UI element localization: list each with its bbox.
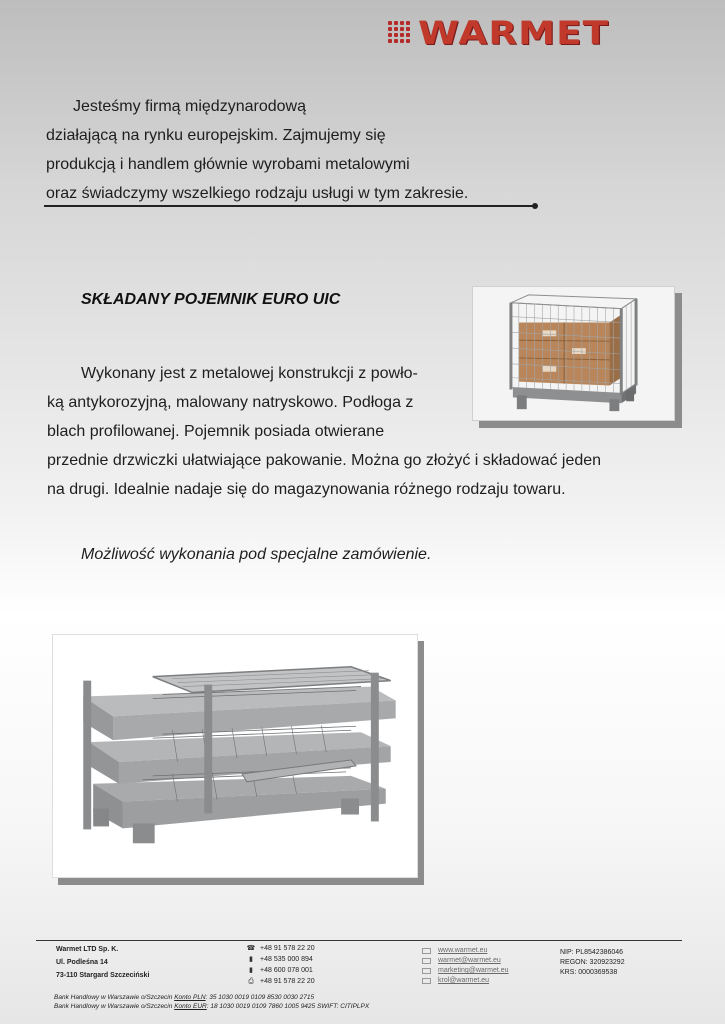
intro-line: Jesteśmy firmą międzynarodową <box>73 98 306 115</box>
phone-number: +48 535 000 894 <box>260 956 313 963</box>
product-title: SKŁADANY POJEMNIK EURO UIC <box>81 291 341 308</box>
description-line: Wykonany jest z metalowej konstrukcji z powło- <box>81 365 418 382</box>
phone-list <box>246 943 315 987</box>
bank-account-eur: Bank Handlowy w Warszawie o/Szczecin Konto EUR: 18 1030 0019 0109 7860 1005 9425 SWIFT: CITIPLPX <box>54 1003 370 1010</box>
nip-number: NIP: PL8542386046 <box>560 949 624 956</box>
phone-row <box>246 965 315 976</box>
intro-paragraph <box>46 92 546 208</box>
company-street: Ul. Podleśna 14 <box>56 959 108 966</box>
web-row[interactable] <box>422 956 509 966</box>
custom-order-note: Możliwość wykonania pod specjalne zamówienie. <box>81 546 432 563</box>
web-row[interactable] <box>422 966 509 976</box>
description-line: na drugi. Idealnie nadaje się do magazynowania różnego rodzaju towaru. <box>47 481 566 498</box>
krs-number: KRS: 0000369538 <box>560 969 618 976</box>
description-line: przednie drzwiczki ułatwiające pakowanie. Można go złożyć i składować jeden <box>47 452 602 469</box>
envelope-icon <box>422 958 431 964</box>
web-contacts <box>422 946 509 986</box>
phone-row <box>246 954 315 965</box>
divider <box>44 205 536 207</box>
email-link[interactable]: warmet@warmet.eu <box>438 957 501 964</box>
web-row[interactable] <box>422 946 509 956</box>
company-address <box>56 944 149 983</box>
company-city: 73-110 Stargard Szczeciński <box>56 972 150 979</box>
fax-icon: ⎙ <box>248 978 254 985</box>
bank-account-pln: Bank Handlowy w Warszawie o/Szczecin Konto PLN: 35 1030 0019 0109 8530 0030 2715 <box>54 994 315 1001</box>
description-line: blach profilowanej. Pojemnik posiada otwierane <box>47 423 385 440</box>
regon-number: REGON: 320923292 <box>560 959 625 966</box>
mobile-icon: ▮ <box>249 956 253 963</box>
envelope-icon <box>422 968 431 974</box>
website-link[interactable]: www.warmet.eu <box>438 947 488 954</box>
phone-row <box>246 943 315 954</box>
email-link[interactable]: krol@warmet.eu <box>438 977 490 984</box>
registry-numbers <box>560 948 625 978</box>
logo-text: WARMET <box>418 14 610 52</box>
phone-row <box>246 976 315 987</box>
web-row[interactable] <box>422 976 509 986</box>
phone-icon: ☎ <box>246 945 256 952</box>
product-description <box>47 359 687 504</box>
intro-line: oraz świadczymy wszelkiego rodzaju usługi w tym zakresie. <box>46 185 469 202</box>
warmet-logo <box>388 16 706 50</box>
bank-accounts <box>54 993 369 1011</box>
divider-dot <box>532 203 538 209</box>
folded-containers-photo <box>52 634 418 878</box>
company-name: Warmet LTD Sp. K. <box>56 946 119 953</box>
logo-dots-icon <box>388 21 410 43</box>
phone-number: +48 600 078 001 <box>260 967 313 974</box>
envelope-icon <box>422 978 431 984</box>
intro-line: produkcją i handlem głównie wyrobami metalowymi <box>46 156 410 173</box>
computer-icon <box>422 948 431 954</box>
email-link[interactable]: marketing@warmet.eu <box>438 967 509 974</box>
phone-number: +48 91 578 22 20 <box>260 945 315 952</box>
intro-line: działającą na rynku europejskim. Zajmujemy się <box>46 127 386 144</box>
phone-number: +48 91 578 22 20 <box>260 978 315 985</box>
footer-divider <box>36 940 682 941</box>
mobile-icon: ▮ <box>249 967 253 974</box>
description-line: ką antykorozyjną, malowany natryskowo. Podłoga z <box>47 394 414 411</box>
